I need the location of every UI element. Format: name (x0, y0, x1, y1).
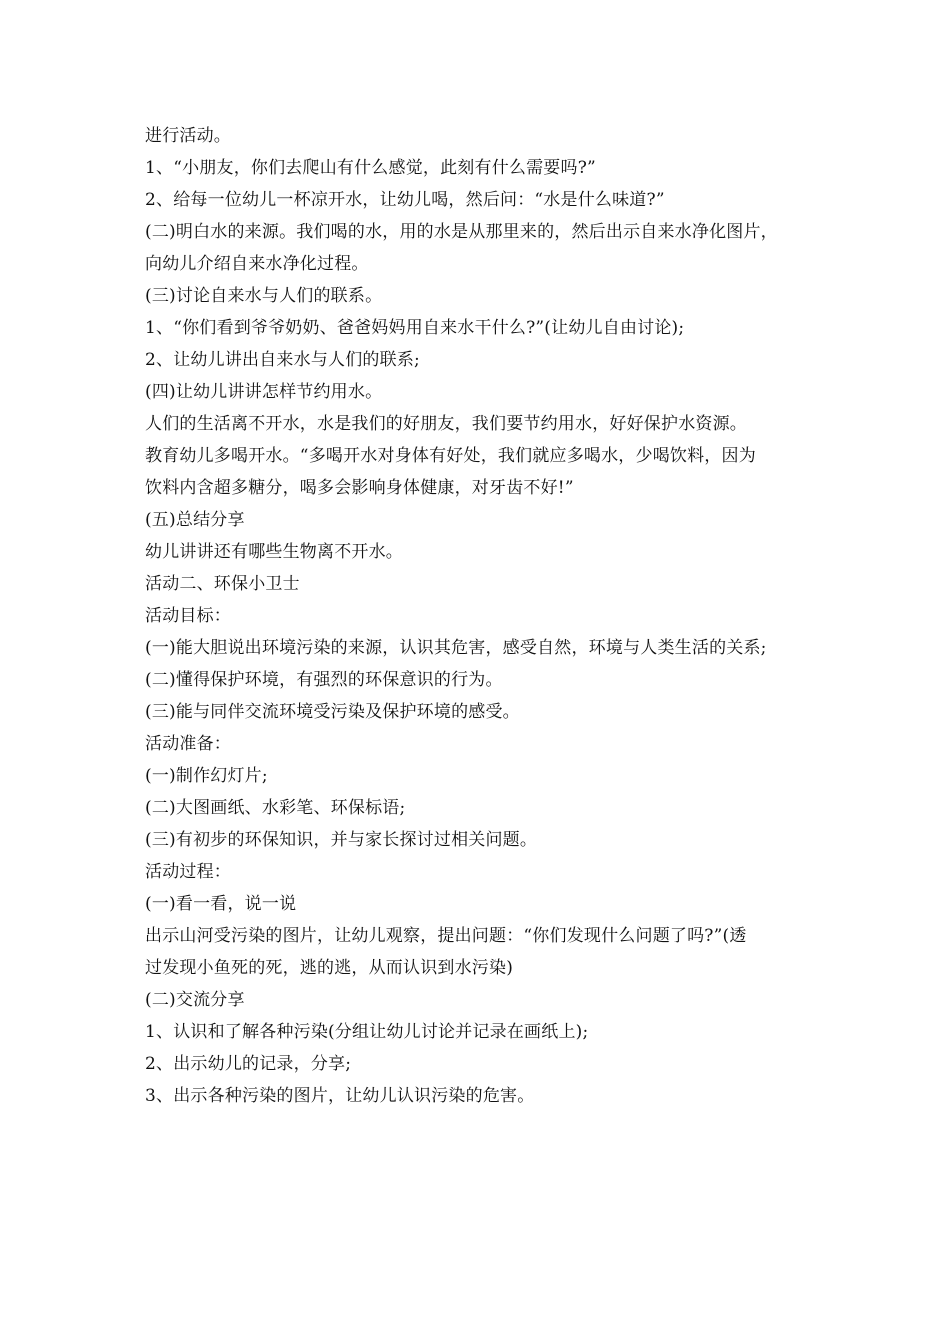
paragraph-line: (三)能与同伴交流环境受污染及保护环境的感受。 (145, 702, 520, 722)
paragraph-line: 2、给每一位幼儿一杯凉开水，让幼儿喝，然后问：“水是什么味道?” (145, 190, 665, 210)
paragraph-line: 1、认识和了解各种污染(分组让幼儿讨论并记录在画纸上); (145, 1022, 589, 1042)
document-body (145, 120, 820, 1112)
section-heading: 活动目标： (145, 606, 231, 626)
paragraph-line: 1、“小朋友，你们去爬山有什么感觉，此刻有什么需要吗?” (145, 158, 596, 178)
paragraph-line: 出示山河受污染的图片，让幼儿观察，提出问题：“你们发现什么问题了吗?”(透 (145, 926, 747, 946)
section-heading: (一)看一看，说一说 (145, 894, 297, 914)
paragraph-line: (一)制作幻灯片; (145, 766, 268, 786)
section-heading: (二)交流分享 (145, 990, 245, 1010)
paragraph-line: (三)有初步的环保知识，并与家长探讨过相关问题。 (145, 830, 538, 850)
paragraph-line: (二)明白水的来源。我们喝的水，用的水是从那里来的，然后出示自来水净化图片， (145, 222, 778, 242)
paragraph-line: 向幼儿介绍自来水净化过程。 (145, 254, 369, 274)
section-heading: (三)讨论自来水与人们的联系。 (145, 286, 383, 306)
paragraph-line: 2、出示幼儿的记录，分享; (145, 1054, 352, 1074)
activity-title: 活动二、环保小卫士 (145, 574, 300, 594)
section-heading: (四)让幼儿讲讲怎样节约用水。 (145, 382, 383, 402)
paragraph-line: 教育幼儿多喝开水。“多喝开水对身体有好处，我们就应多喝水，少喝饮料，因为 (145, 446, 756, 466)
paragraph-line: 幼儿讲讲还有哪些生物离不开水。 (145, 542, 403, 562)
paragraph-line: (一)能大胆说出环境污染的来源，认识其危害，感受自然，环境与人类生活的关系; (145, 638, 767, 658)
paragraph-line: 1、“你们看到爷爷奶奶、爸爸妈妈用自来水干什么?”(让幼儿自由讨论); (145, 318, 685, 338)
section-heading: (五)总结分享 (145, 510, 245, 530)
paragraph-line: 饮料内含超多糖分，喝多会影响身体健康，对牙齿不好!” (145, 478, 574, 498)
section-heading: 活动准备： (145, 734, 231, 754)
paragraph-line: 人们的生活离不开水，水是我们的好朋友，我们要节约用水，好好保护水资源。 (145, 414, 747, 434)
paragraph-line: 过发现小鱼死的死，逃的逃，从而认识到水污染) (145, 958, 514, 978)
paragraph-line: 3、出示各种污染的图片，让幼儿认识污染的危害。 (145, 1086, 535, 1106)
paragraph-line: (二)大图画纸、水彩笔、环保标语; (145, 798, 406, 818)
paragraph-line: 进行活动。 (145, 126, 231, 146)
section-heading: 活动过程： (145, 862, 231, 882)
paragraph-line: 2、让幼儿讲出自来水与人们的联系; (145, 350, 420, 370)
paragraph-line: (二)懂得保护环境，有强烈的环保意识的行为。 (145, 670, 503, 690)
